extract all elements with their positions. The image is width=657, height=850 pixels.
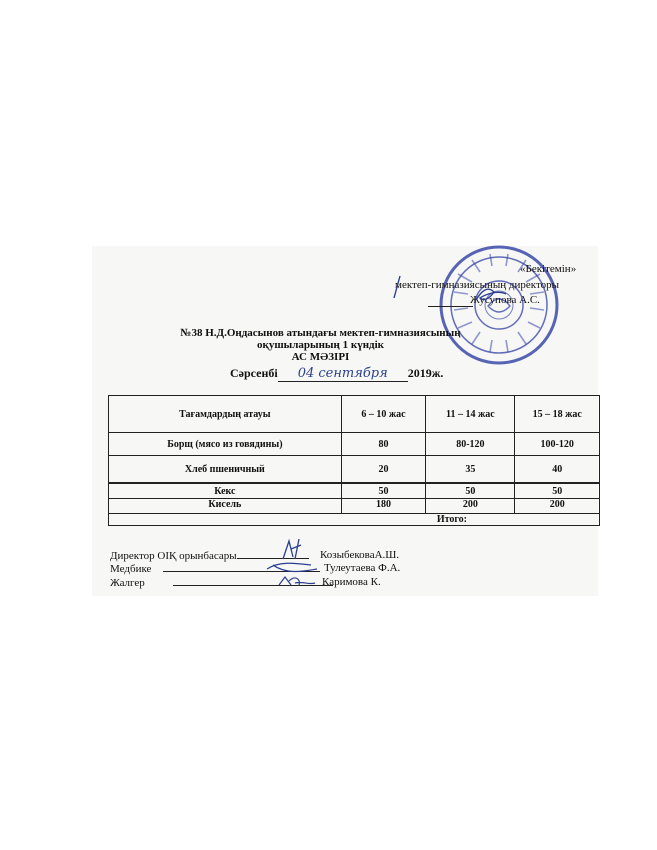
weekday-label: Сәрсенбі	[230, 366, 278, 380]
table-total-row	[109, 514, 600, 526]
header-age-11-14: 11 – 14 жас	[426, 396, 515, 433]
table-row	[109, 483, 600, 499]
total-label: Итого:	[109, 514, 600, 526]
signature-name: Тулеутаева Ф.А.	[324, 562, 401, 574]
header-dish-name: Тағамдардың атауы	[109, 396, 342, 433]
portion-15-18: 200	[515, 499, 600, 514]
portion-6-10: 80	[341, 433, 426, 456]
portion-11-14: 50	[426, 483, 515, 499]
approval-director-name: Жусупова А.С.	[470, 294, 540, 306]
table-header-row	[109, 396, 600, 433]
year-label: 2019ж.	[407, 366, 444, 380]
dish-name: Кекс	[109, 483, 342, 499]
portion-6-10: 20	[341, 456, 426, 484]
menu-title-school: №38 Н.Д.Оңдасынов атындағы мектеп-гимназиясының	[180, 327, 461, 339]
handwritten-signatures	[265, 535, 325, 595]
portion-11-14: 200	[426, 499, 515, 514]
signature-role: Жалгер	[110, 577, 145, 589]
header-age-15-18: 15 – 18 жас	[515, 396, 600, 433]
portion-11-14: 80-120	[426, 433, 515, 456]
handwritten-date: 04 сентября	[278, 366, 408, 382]
menu-date-line	[230, 366, 443, 382]
menu-title-main: АС МӘЗІРІ	[291, 351, 350, 363]
menu-title-students: оқушыларының 1 күндік	[257, 339, 384, 351]
signature-name: Каримова К.	[322, 576, 381, 588]
signature-role: Директор ОІҚ орынбасары	[110, 550, 237, 562]
menu-table	[108, 395, 600, 526]
director-signature	[390, 268, 510, 308]
dish-name: Хлеб пшеничный	[109, 456, 342, 484]
approval-heading: «Бекітемін»	[520, 263, 577, 275]
approval-position: мектеп-гимназиясының директоры	[395, 279, 560, 291]
portion-6-10: 50	[341, 483, 426, 499]
table-row	[109, 499, 600, 514]
dish-name: Борщ (мясо из говядины)	[109, 433, 342, 456]
table-row	[109, 456, 600, 484]
portion-6-10: 180	[341, 499, 426, 514]
header-age-6-10: 6 – 10 жас	[341, 396, 426, 433]
portion-11-14: 35	[426, 456, 515, 484]
signature-role: Медбике	[110, 563, 152, 575]
portion-15-18: 40	[515, 456, 600, 484]
portion-15-18: 50	[515, 483, 600, 499]
table-row	[109, 433, 600, 456]
dish-name: Кисель	[109, 499, 342, 514]
signature-name: КозыбековаА.Ш.	[320, 549, 400, 561]
portion-15-18: 100-120	[515, 433, 600, 456]
